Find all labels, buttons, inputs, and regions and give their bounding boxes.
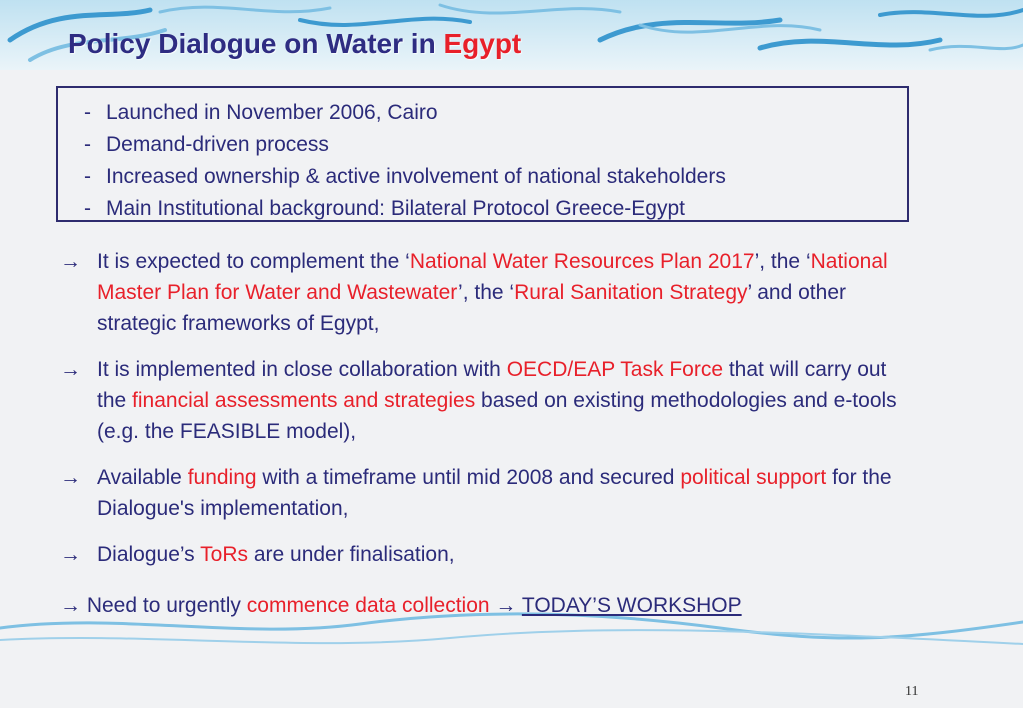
bullet-text: with a timeframe until mid 2008 and secured <box>256 466 681 489</box>
bullet-text: ’, the ‘ <box>754 250 811 273</box>
dash-marker: - <box>84 101 91 124</box>
dash-marker: - <box>84 133 91 156</box>
page-number: 11 <box>905 684 919 699</box>
dash-marker: - <box>84 197 91 220</box>
summary-item-text: Launched in November 2006, Cairo <box>106 101 438 124</box>
highlight-text: commence data collection <box>246 594 490 617</box>
arrow-right-icon: → <box>60 250 81 273</box>
bullet-text: ’, the ‘ <box>458 281 515 304</box>
bullet-implementation <box>60 354 920 447</box>
bullet-tors <box>60 539 920 570</box>
highlight-text: financial assessments and strategies <box>132 389 476 412</box>
arrow-right-icon: → <box>60 466 81 489</box>
arrow-right-icon: → <box>60 594 81 617</box>
arrow-right-icon: → <box>495 594 517 617</box>
bullet-text: based on existing methodologies and e-tools (e.g. the FEASIBLE model), <box>97 389 897 443</box>
bullet-text: are under finalisation, <box>248 543 455 566</box>
title-highlight: Egypt <box>443 28 522 59</box>
slide-title <box>68 28 521 60</box>
line-text: Need to urgently <box>81 594 247 617</box>
bullet-complement <box>60 246 920 339</box>
bullet-text: Dialogue’s <box>97 543 201 566</box>
highlight-text: funding <box>187 466 257 489</box>
todays-workshop-text: TODAY’S WORKSHOP <box>521 594 742 617</box>
workshop-line <box>60 590 742 621</box>
bullet-text: that will carry out the <box>97 358 887 412</box>
summary-box <box>56 86 909 222</box>
arrow-right-icon: → <box>60 358 81 381</box>
highlight-text: National Master Plan for Water and Wastewater <box>97 250 888 304</box>
bullet-funding <box>60 462 920 524</box>
summary-item <box>84 161 726 193</box>
highlight-text: Rural Sanitation Strategy <box>514 281 748 304</box>
highlight-text: OECD/EAP Task Force <box>506 358 723 381</box>
bullet-text: for the Dialogue's implementation, <box>97 466 892 520</box>
summary-list <box>84 97 726 225</box>
highlight-text: National Water Resources Plan 2017 <box>409 250 755 273</box>
summary-item-text: Demand-driven process <box>106 133 329 156</box>
summary-item-text: Main Institutional background: Bilateral Protocol Greece-Egypt <box>106 197 685 220</box>
bullet-text: It is implemented in close collaboration with <box>97 358 507 381</box>
summary-item <box>84 193 726 225</box>
summary-item <box>84 129 726 161</box>
dash-marker: - <box>84 165 91 188</box>
bullet-text: ’ and other strategic frameworks of Egypt, <box>97 281 846 335</box>
bullet-list <box>60 246 920 585</box>
highlight-text: political support <box>680 466 827 489</box>
arrow-right-icon: → <box>60 543 81 566</box>
summary-item-text: Increased ownership & active involvement of national stakeholders <box>106 165 726 188</box>
title-text: Policy Dialogue on Water in <box>68 28 444 59</box>
highlight-text: ToRs <box>200 543 248 566</box>
bullet-text: Available <box>97 466 188 489</box>
summary-item <box>84 97 726 129</box>
bullet-text: It is expected to complement the ‘ <box>97 250 410 273</box>
